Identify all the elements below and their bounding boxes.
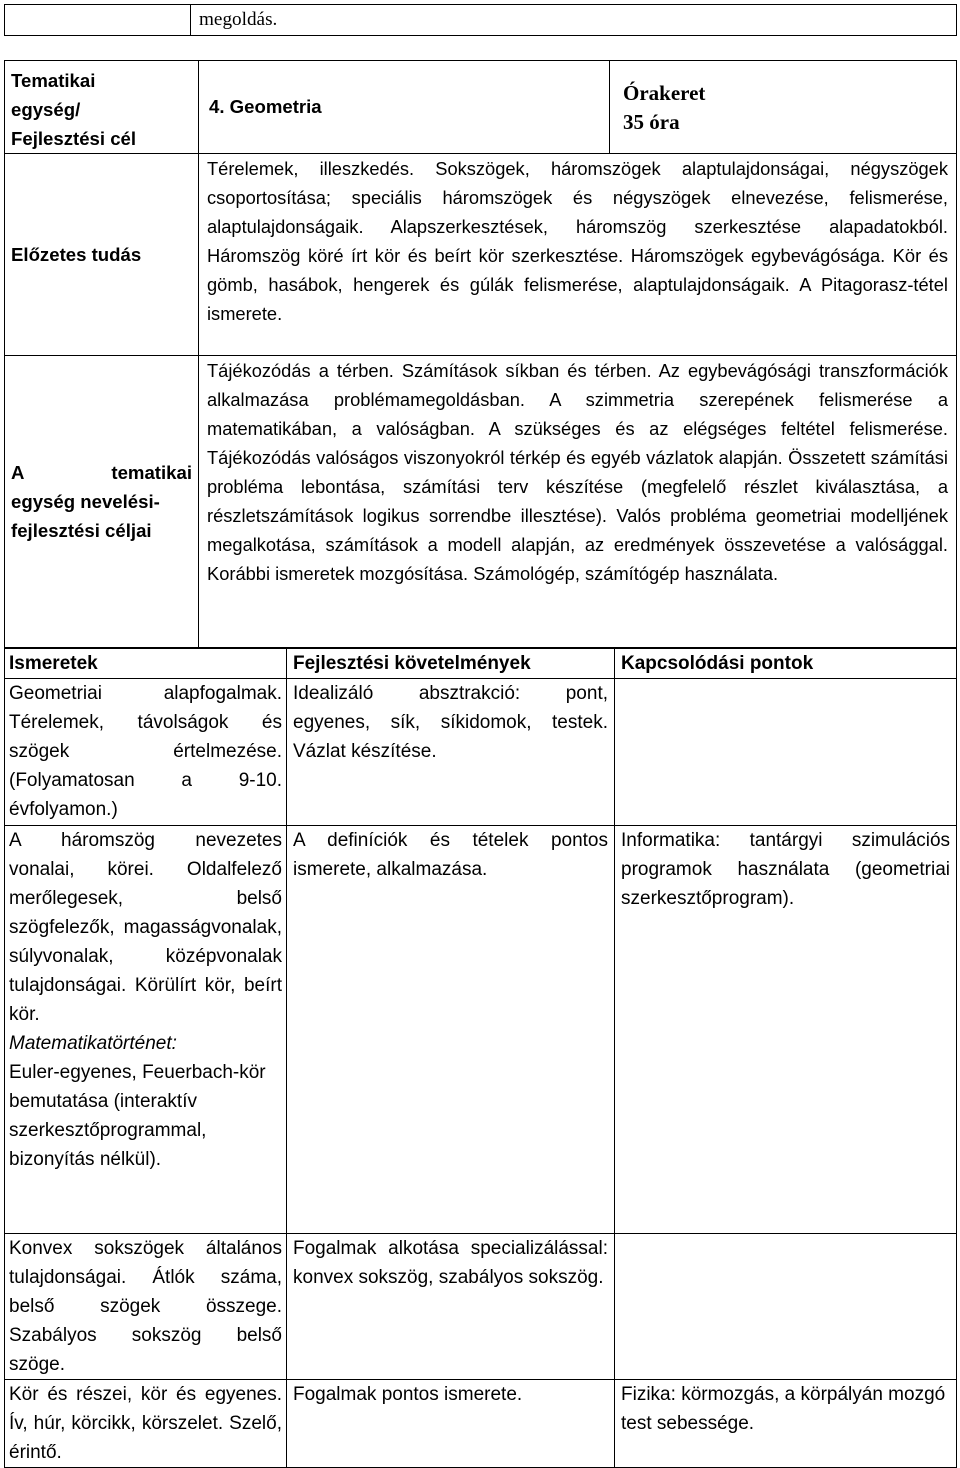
knowledge-italic-label: Matematikatörténet:: [9, 1033, 177, 1054]
connections-cell: [615, 826, 957, 1234]
table-row: [5, 1380, 957, 1468]
unit-title: 4. Geometria: [209, 96, 322, 117]
prior-knowledge-label-cell: [5, 154, 199, 356]
unit-info-table: [4, 60, 957, 648]
unit-label-line: egység/: [11, 99, 81, 120]
unit-label-line: Tematikai: [11, 70, 96, 91]
header-requirements: Fejlesztési követelmények: [293, 653, 531, 674]
goals-label: [5, 458, 198, 545]
connections-text: [615, 826, 956, 913]
table-row: [5, 679, 957, 826]
goals-label-line: A tematikai: [11, 462, 192, 483]
requirements-text: Fogalmak alkotása specializálással: konvex sokszög, szabályos sokszög.: [293, 1238, 608, 1288]
knowledge-text: A háromszög nevezetes vonalai, körei. Oldalfelező merőlegesek, belső szögfelezők, magasságvonalak, súlyvonalak, középvonalak tulajdonságai. Körülírt kör, beírt kör.: [9, 830, 282, 1025]
hours-label: Órakeret: [623, 81, 706, 105]
prior-knowledge-label: Előzetes tudás: [11, 244, 142, 265]
knowledge-cell: [5, 826, 287, 1234]
requirements-cell: [287, 1234, 615, 1380]
top-empty-cell: [5, 5, 191, 36]
unit-label: [5, 61, 198, 153]
goals-text: Tájékozódás a térben. Számítások síkban és térben. Az egybevágósági transzformációk alkalmazása problémamegoldásban. A szimmetria szerepének felismerése a matematikában, a valóságban. A szükséges és az elégséges feltétel felismerése. Tájékozódás valóságos viszonyokról térkép és egyéb vázlatok alapján. Összetett számítási probléma lebontása, számítási terv készítése (megfelelő részlet kiválasztása, a részletszámítások logikus sorrendbe illesztése). Valós probléma geometriai modelljének megalkotása, számítások a modell alapján, az eredmények összevetése a valósággal. Korábbi ismeretek mozgósítása. Számológép, számítógép használata.: [207, 360, 948, 584]
prior-knowledge-text: Térelemek, illeszkedés. Sokszögek, háromszögek alaptulajdonságai, négyszögek csoportosítása; speciális háromszögek és négyszögek elnevezése, felismerése, alaptulajdonságaik. Alapszerkesztések, háromszög szerkesztése alapadatokból. Háromszög köré írt kör és beírt kör szerkesztése. Háromszögek egybevágósága. Kör és gömb, hasábok, hengerek és gúlák felismerése, alaptulajdonságaik. A Pitagorasz-tétel ismerete.: [207, 158, 948, 324]
knowledge-extra-text: Euler-egyenes, Feuerbach-kör bemutatása (interaktív szerkesztőprogrammal, bizonyítás nélkül).: [9, 1062, 266, 1170]
header-knowledge-cell: [5, 649, 287, 679]
requirements-cell: [287, 826, 615, 1234]
unit-title-cell: [199, 61, 610, 154]
connections-cell: [615, 1380, 957, 1468]
header-knowledge: Ismeretek: [9, 653, 98, 674]
connections-body: körmozgás, a körpályán mozgó test sebessége.: [621, 1384, 946, 1434]
goals-label-line: egység nevelési-: [11, 491, 160, 512]
header-requirements-cell: [287, 649, 615, 679]
knowledge-text: Geometriai alapfogalmak. Térelemek, távolságok és szögek értelmezése. (Folyamatosan a 9-10. évfolyamon.): [9, 683, 282, 820]
connections-cell: [615, 679, 957, 826]
header-connections-cell: [615, 649, 957, 679]
top-continuation-table: [4, 4, 957, 36]
prior-knowledge-text-cell: [199, 154, 957, 356]
connections-subject: Fizika:: [621, 1384, 676, 1405]
requirements-cell: [287, 679, 615, 826]
content-table: [4, 648, 957, 1468]
unit-label-cell: [5, 61, 199, 154]
header-connections: Kapcsolódási pontok: [621, 653, 814, 674]
knowledge-cell: [5, 1234, 287, 1380]
top-continuation-cell: [191, 5, 957, 36]
requirements-text: Idealizáló absztrakció: pont, egyenes, sík, síkidomok, testek. Vázlat készítése.: [293, 683, 608, 762]
unit-label-line: Fejlesztési cél: [11, 128, 137, 149]
connections-body: tantárgyi szimulációs programok használata (geometriai szerkesztőprogram).: [621, 830, 951, 909]
goals-label-line: fejlesztési céljai: [11, 520, 152, 541]
knowledge-cell: [5, 1380, 287, 1468]
knowledge-cell: [5, 679, 287, 826]
table-row: [5, 1234, 957, 1380]
connections-subject: Informatika:: [621, 830, 721, 851]
connections-text: [615, 1380, 956, 1438]
goals-text-cell: [199, 356, 957, 648]
table-row: [5, 826, 957, 1234]
goals-label-cell: [5, 356, 199, 648]
connections-cell: [615, 1234, 957, 1380]
unit-hours-cell: [610, 61, 957, 154]
requirements-cell: [287, 1380, 615, 1468]
requirements-text: A definíciók és tételek pontos ismerete, alkalmazása.: [293, 830, 608, 880]
knowledge-text: Konvex sokszögek általános tulajdonságai. Átlók száma, belső szögek összege. Szabályos sokszög belső szöge.: [9, 1238, 282, 1375]
top-continuation-text: megoldás.: [199, 9, 278, 30]
knowledge-text: Kör és részei, kör és egyenes. Ív, húr, körcikk, körszelet. Szelő, érintő.: [9, 1384, 282, 1463]
requirements-text: Fogalmak pontos ismerete.: [293, 1384, 523, 1405]
hours-value: 35 óra: [623, 110, 680, 134]
